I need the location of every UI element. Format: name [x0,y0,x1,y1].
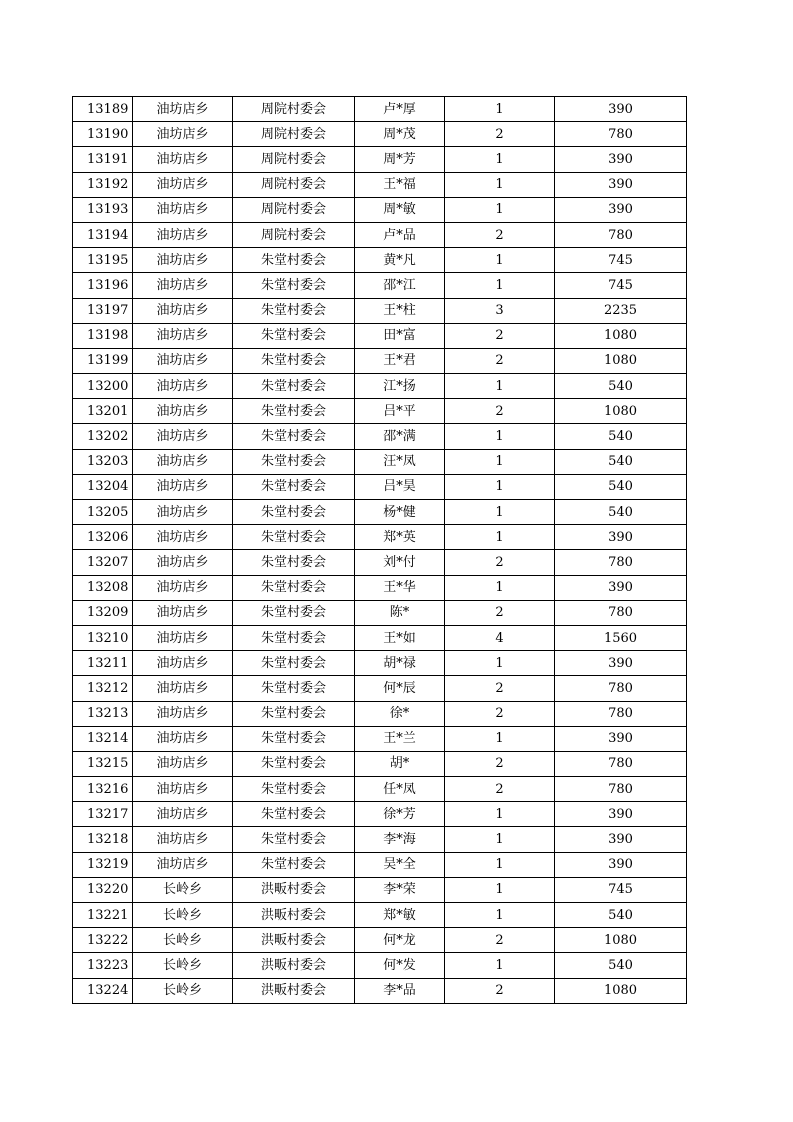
cell-township: 油坊店乡 [133,147,233,172]
cell-record-id: 13205 [73,500,133,525]
cell-person-name: 吴*全 [355,852,445,877]
cell-village-committee: 洪畈村委会 [233,877,355,902]
cell-amount: 540 [555,449,687,474]
cell-village-committee: 周院村委会 [233,197,355,222]
cell-count: 1 [445,273,555,298]
cell-amount: 540 [555,424,687,449]
cell-person-name: 王*君 [355,348,445,373]
table-row [73,777,687,802]
cell-amount: 780 [555,751,687,776]
cell-township: 油坊店乡 [133,197,233,222]
cell-township: 油坊店乡 [133,474,233,499]
cell-township: 油坊店乡 [133,751,233,776]
cell-village-committee: 朱堂村委会 [233,500,355,525]
cell-village-committee: 周院村委会 [233,147,355,172]
table-row [73,550,687,575]
table-row [73,953,687,978]
cell-count: 1 [445,374,555,399]
cell-village-committee: 朱堂村委会 [233,827,355,852]
cell-township: 油坊店乡 [133,625,233,650]
cell-township: 油坊店乡 [133,348,233,373]
cell-amount: 780 [555,701,687,726]
cell-village-committee: 朱堂村委会 [233,399,355,424]
cell-village-committee: 朱堂村委会 [233,852,355,877]
cell-person-name: 田*富 [355,323,445,348]
cell-count: 1 [445,903,555,928]
cell-record-id: 13202 [73,424,133,449]
table-row [73,827,687,852]
cell-count: 2 [445,550,555,575]
cell-count: 1 [445,877,555,902]
cell-count: 4 [445,625,555,650]
cell-count: 1 [445,953,555,978]
cell-record-id: 13193 [73,197,133,222]
cell-amount: 1080 [555,928,687,953]
records-table-body [73,97,687,1004]
cell-person-name: 吕*平 [355,399,445,424]
cell-record-id: 13223 [73,953,133,978]
cell-village-committee: 洪畈村委会 [233,978,355,1003]
cell-person-name: 周*芳 [355,147,445,172]
cell-township: 长岭乡 [133,928,233,953]
cell-amount: 390 [555,575,687,600]
cell-amount: 390 [555,802,687,827]
cell-amount: 1080 [555,978,687,1003]
cell-person-name: 徐* [355,701,445,726]
cell-township: 油坊店乡 [133,701,233,726]
cell-record-id: 13199 [73,348,133,373]
cell-township: 油坊店乡 [133,676,233,701]
cell-record-id: 13219 [73,852,133,877]
cell-amount: 390 [555,172,687,197]
cell-record-id: 13190 [73,122,133,147]
cell-count: 2 [445,122,555,147]
cell-person-name: 邵*江 [355,273,445,298]
cell-record-id: 13218 [73,827,133,852]
cell-person-name: 卢*品 [355,222,445,247]
cell-village-committee: 朱堂村委会 [233,751,355,776]
cell-amount: 780 [555,777,687,802]
cell-amount: 745 [555,273,687,298]
cell-count: 1 [445,197,555,222]
cell-count: 2 [445,222,555,247]
cell-count: 2 [445,399,555,424]
cell-record-id: 13214 [73,726,133,751]
table-row [73,449,687,474]
cell-township: 油坊店乡 [133,777,233,802]
cell-amount: 780 [555,222,687,247]
cell-village-committee: 朱堂村委会 [233,449,355,474]
cell-village-committee: 朱堂村委会 [233,575,355,600]
cell-amount: 390 [555,852,687,877]
cell-record-id: 13200 [73,374,133,399]
cell-person-name: 王*柱 [355,298,445,323]
table-row [73,575,687,600]
cell-count: 1 [445,802,555,827]
cell-count: 1 [445,852,555,877]
cell-township: 长岭乡 [133,903,233,928]
cell-amount: 540 [555,953,687,978]
cell-amount: 780 [555,676,687,701]
cell-person-name: 杨*健 [355,500,445,525]
cell-count: 3 [445,298,555,323]
cell-person-name: 王*兰 [355,726,445,751]
cell-record-id: 13212 [73,676,133,701]
table-row [73,751,687,776]
cell-count: 2 [445,348,555,373]
cell-record-id: 13224 [73,978,133,1003]
cell-village-committee: 朱堂村委会 [233,802,355,827]
cell-township: 油坊店乡 [133,122,233,147]
cell-person-name: 黄*凡 [355,248,445,273]
cell-village-committee: 朱堂村委会 [233,298,355,323]
cell-person-name: 郑*敏 [355,903,445,928]
cell-township: 油坊店乡 [133,550,233,575]
cell-village-committee: 朱堂村委会 [233,424,355,449]
cell-record-id: 13221 [73,903,133,928]
table-row [73,323,687,348]
cell-record-id: 13192 [73,172,133,197]
cell-count: 1 [445,97,555,122]
table-row [73,600,687,625]
cell-person-name: 李*品 [355,978,445,1003]
cell-amount: 390 [555,651,687,676]
cell-person-name: 李*海 [355,827,445,852]
cell-count: 1 [445,424,555,449]
cell-person-name: 任*凤 [355,777,445,802]
table-row [73,147,687,172]
cell-person-name: 吕*昊 [355,474,445,499]
cell-village-committee: 朱堂村委会 [233,726,355,751]
table-row [73,97,687,122]
cell-amount: 540 [555,374,687,399]
cell-township: 油坊店乡 [133,323,233,348]
table-row [73,726,687,751]
table-row [73,122,687,147]
cell-village-committee: 朱堂村委会 [233,600,355,625]
cell-person-name: 李*荣 [355,877,445,902]
cell-person-name: 周*茂 [355,122,445,147]
table-row [73,474,687,499]
table-row [73,676,687,701]
cell-person-name: 王*如 [355,625,445,650]
table-row [73,374,687,399]
table-row [73,852,687,877]
cell-count: 1 [445,726,555,751]
cell-village-committee: 朱堂村委会 [233,651,355,676]
cell-amount: 1560 [555,625,687,650]
cell-record-id: 13222 [73,928,133,953]
table-row [73,903,687,928]
cell-count: 1 [445,172,555,197]
cell-township: 油坊店乡 [133,424,233,449]
cell-village-committee: 朱堂村委会 [233,701,355,726]
cell-township: 油坊店乡 [133,449,233,474]
cell-village-committee: 朱堂村委会 [233,323,355,348]
table-row [73,222,687,247]
cell-township: 油坊店乡 [133,172,233,197]
cell-amount: 390 [555,97,687,122]
cell-count: 2 [445,751,555,776]
cell-township: 油坊店乡 [133,525,233,550]
cell-amount: 390 [555,147,687,172]
cell-count: 2 [445,323,555,348]
cell-count: 2 [445,928,555,953]
table-row [73,651,687,676]
cell-amount: 390 [555,525,687,550]
cell-record-id: 13211 [73,651,133,676]
cell-count: 1 [445,449,555,474]
table-row [73,802,687,827]
cell-township: 油坊店乡 [133,222,233,247]
cell-township: 油坊店乡 [133,651,233,676]
table-row [73,625,687,650]
table-row [73,424,687,449]
cell-count: 2 [445,701,555,726]
cell-village-committee: 洪畈村委会 [233,903,355,928]
cell-person-name: 郑*英 [355,525,445,550]
cell-village-committee: 周院村委会 [233,97,355,122]
cell-amount: 2235 [555,298,687,323]
cell-person-name: 陈* [355,600,445,625]
cell-township: 油坊店乡 [133,852,233,877]
cell-record-id: 13201 [73,399,133,424]
cell-record-id: 13210 [73,625,133,650]
table-row [73,248,687,273]
cell-village-committee: 朱堂村委会 [233,550,355,575]
cell-amount: 780 [555,550,687,575]
cell-record-id: 13198 [73,323,133,348]
cell-amount: 390 [555,726,687,751]
table-row [73,525,687,550]
cell-person-name: 何*辰 [355,676,445,701]
cell-village-committee: 朱堂村委会 [233,474,355,499]
cell-township: 长岭乡 [133,877,233,902]
cell-amount: 745 [555,877,687,902]
cell-village-committee: 朱堂村委会 [233,374,355,399]
cell-record-id: 13191 [73,147,133,172]
cell-township: 油坊店乡 [133,374,233,399]
cell-person-name: 何*龙 [355,928,445,953]
cell-person-name: 王*福 [355,172,445,197]
cell-record-id: 13203 [73,449,133,474]
cell-village-committee: 周院村委会 [233,172,355,197]
cell-record-id: 13189 [73,97,133,122]
cell-village-committee: 朱堂村委会 [233,348,355,373]
cell-amount: 540 [555,903,687,928]
table-row [73,399,687,424]
cell-record-id: 13209 [73,600,133,625]
cell-township: 长岭乡 [133,953,233,978]
cell-count: 1 [445,147,555,172]
cell-village-committee: 朱堂村委会 [233,777,355,802]
cell-record-id: 13206 [73,525,133,550]
cell-township: 油坊店乡 [133,298,233,323]
cell-count: 2 [445,978,555,1003]
cell-record-id: 13208 [73,575,133,600]
cell-count: 1 [445,575,555,600]
cell-amount: 1080 [555,399,687,424]
cell-count: 1 [445,525,555,550]
cell-amount: 1080 [555,323,687,348]
cell-village-committee: 洪畈村委会 [233,928,355,953]
cell-record-id: 13213 [73,701,133,726]
cell-count: 1 [445,248,555,273]
cell-township: 油坊店乡 [133,575,233,600]
cell-record-id: 13216 [73,777,133,802]
cell-record-id: 13220 [73,877,133,902]
cell-record-id: 13215 [73,751,133,776]
cell-village-committee: 朱堂村委会 [233,273,355,298]
cell-count: 2 [445,600,555,625]
cell-township: 油坊店乡 [133,600,233,625]
cell-count: 2 [445,676,555,701]
cell-count: 1 [445,651,555,676]
cell-township: 长岭乡 [133,978,233,1003]
cell-village-committee: 周院村委会 [233,122,355,147]
cell-record-id: 13207 [73,550,133,575]
table-row [73,273,687,298]
cell-record-id: 13217 [73,802,133,827]
cell-person-name: 卢*厚 [355,97,445,122]
cell-record-id: 13196 [73,273,133,298]
cell-township: 油坊店乡 [133,802,233,827]
cell-amount: 540 [555,500,687,525]
cell-village-committee: 朱堂村委会 [233,248,355,273]
cell-village-committee: 朱堂村委会 [233,625,355,650]
cell-count: 1 [445,474,555,499]
table-row [73,348,687,373]
cell-record-id: 13194 [73,222,133,247]
cell-record-id: 13197 [73,298,133,323]
table-row [73,500,687,525]
cell-person-name: 江*扬 [355,374,445,399]
cell-person-name: 王*华 [355,575,445,600]
cell-amount: 1080 [555,348,687,373]
cell-township: 油坊店乡 [133,248,233,273]
cell-person-name: 徐*芳 [355,802,445,827]
cell-person-name: 刘*付 [355,550,445,575]
cell-amount: 780 [555,122,687,147]
cell-amount: 540 [555,474,687,499]
cell-person-name: 周*敏 [355,197,445,222]
cell-township: 油坊店乡 [133,827,233,852]
cell-count: 1 [445,500,555,525]
cell-village-committee: 朱堂村委会 [233,676,355,701]
cell-person-name: 汪*凤 [355,449,445,474]
cell-count: 2 [445,777,555,802]
table-row [73,978,687,1003]
cell-township: 油坊店乡 [133,273,233,298]
table-row [73,172,687,197]
records-table [72,96,687,1004]
cell-township: 油坊店乡 [133,97,233,122]
cell-village-committee: 洪畈村委会 [233,953,355,978]
cell-person-name: 邵*满 [355,424,445,449]
cell-village-committee: 周院村委会 [233,222,355,247]
table-row [73,701,687,726]
cell-township: 油坊店乡 [133,500,233,525]
cell-count: 1 [445,827,555,852]
table-row [73,877,687,902]
cell-amount: 390 [555,827,687,852]
table-row [73,298,687,323]
cell-village-committee: 朱堂村委会 [233,525,355,550]
cell-amount: 780 [555,600,687,625]
table-row [73,928,687,953]
cell-person-name: 胡* [355,751,445,776]
cell-township: 油坊店乡 [133,399,233,424]
table-row [73,197,687,222]
cell-amount: 745 [555,248,687,273]
cell-person-name: 胡*禄 [355,651,445,676]
cell-township: 油坊店乡 [133,726,233,751]
cell-record-id: 13195 [73,248,133,273]
cell-record-id: 13204 [73,474,133,499]
cell-amount: 390 [555,197,687,222]
cell-person-name: 何*发 [355,953,445,978]
